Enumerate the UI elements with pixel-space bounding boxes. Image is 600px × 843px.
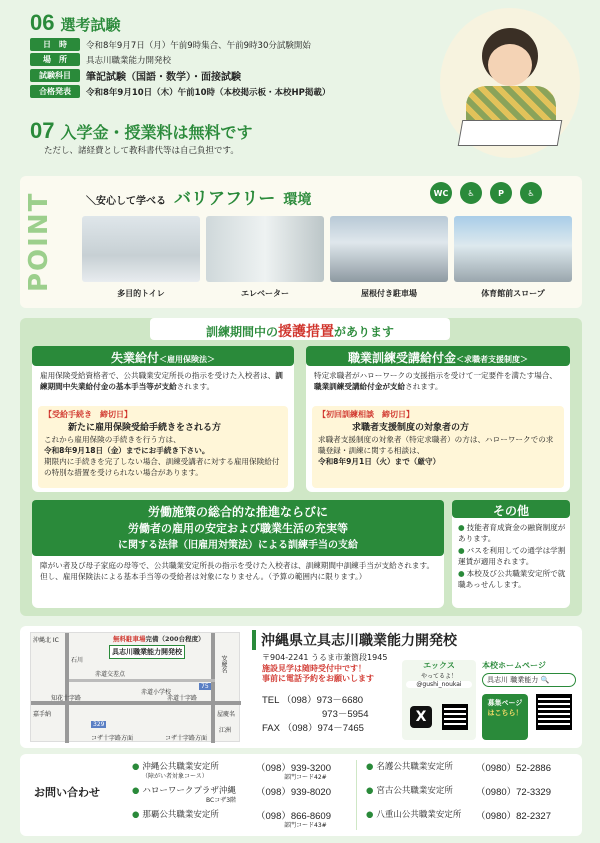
map-road bbox=[65, 633, 69, 743]
deadline-title: 新たに雇用保険受給手続きをされる方 bbox=[68, 423, 222, 433]
deadline-text bbox=[318, 434, 558, 467]
contacts-divider bbox=[356, 760, 357, 830]
point-lead: ＼安心して学べる bbox=[86, 196, 166, 207]
contact-code: 部門コード43# bbox=[284, 822, 327, 829]
route-badge: 75 bbox=[201, 683, 209, 690]
row-label: 試験科目 bbox=[30, 69, 80, 82]
card-header bbox=[32, 500, 444, 556]
contact-tel[interactable]: （0980）72-3329 bbox=[476, 787, 551, 798]
x-label: エックス bbox=[423, 661, 455, 670]
contacts-panel bbox=[20, 754, 582, 836]
row-label: 合格発表 bbox=[30, 85, 80, 98]
row-value: 筆記試験（国語・数学）・面接試験 bbox=[86, 72, 241, 83]
x-account-box bbox=[402, 660, 476, 740]
section-number: 07 bbox=[30, 118, 55, 143]
point-title: バリアフリー bbox=[174, 189, 276, 209]
map-label: 知花十字路 bbox=[51, 695, 82, 702]
map-label: コザ十字路方面 bbox=[91, 735, 134, 742]
other-item: ● 技能者育成資金の融資制度があります。 bbox=[458, 522, 566, 545]
text-part: 特定求職者がハローワークの支援指示を受けて一定要件を満たす場合、 bbox=[314, 371, 557, 380]
training-allowance-law-card bbox=[32, 500, 444, 608]
card-title: 職業訓練受講給付金 bbox=[347, 351, 456, 365]
hp-search-text: 具志川 職業能力 bbox=[487, 676, 539, 684]
deadline-title: 求職者支援制度の対象者の方 bbox=[352, 423, 470, 433]
wheelchair-icon: ♿ bbox=[520, 182, 542, 204]
support-panel bbox=[20, 318, 582, 616]
section-title: 入学金・授業料は無料です bbox=[60, 123, 253, 142]
card-title: 失業給付 bbox=[110, 351, 159, 365]
visit-notice bbox=[262, 664, 374, 685]
card-title-sub: ＜雇用保険法＞ bbox=[159, 355, 215, 364]
contact-tel[interactable]: （098）939-3200 bbox=[256, 763, 331, 774]
tel-number: （098）973－6680 bbox=[281, 695, 364, 706]
map-label: 石川 bbox=[71, 657, 84, 664]
row-value: 具志川職業能力開発校 bbox=[86, 55, 172, 66]
banner-text: 訓練期間中の bbox=[205, 325, 278, 339]
law-line-1: 労働施策の総合的な推進ならびに bbox=[147, 505, 328, 519]
text-part: 期限内に手続きを完了しない場合、訓練受講者に対する雇用保険給付の特別な措置を受けられない場合があります。 bbox=[44, 457, 280, 477]
map-label: 安慶名 bbox=[220, 655, 227, 673]
card-text bbox=[40, 370, 288, 392]
access-map bbox=[30, 632, 240, 742]
card-deadline-box bbox=[38, 406, 288, 488]
tel-line[interactable] bbox=[262, 692, 363, 706]
contacts-title: お問い合わせ bbox=[34, 786, 100, 799]
fax-label: FAX bbox=[262, 723, 280, 734]
contact-tel[interactable]: （098）939-8020 bbox=[256, 787, 331, 798]
text-part: これから雇用保険の手続きを行う方は、 bbox=[44, 435, 181, 444]
section-note: ただし、諸経費として教科書代等は自己負担です。 bbox=[44, 146, 239, 156]
hp-label: 本校ホームページ bbox=[482, 661, 546, 670]
other-card bbox=[452, 500, 570, 608]
card-text bbox=[314, 370, 564, 392]
contact-tel[interactable]: （0980）82-2327 bbox=[476, 811, 551, 822]
school-name: 沖縄県立具志川職業能力開発校 bbox=[252, 630, 457, 650]
school-info-panel bbox=[20, 626, 582, 748]
other-item: ● 本校及び公共職業安定所で就職あっせんします。 bbox=[458, 568, 566, 591]
contact-code: 部門コード42# bbox=[284, 774, 327, 781]
map-label: 江洲 bbox=[219, 727, 232, 734]
map-label: 沖縄北 IC bbox=[33, 637, 59, 644]
photo-caption: 多目的トイレ bbox=[117, 289, 165, 298]
face-shape bbox=[488, 44, 532, 86]
recruit-label: 募集ページ bbox=[487, 699, 523, 707]
contact-item bbox=[132, 808, 219, 820]
tel-number-2[interactable]: 973－5954 bbox=[322, 709, 369, 720]
map-label: 赤道交差点 bbox=[95, 671, 126, 678]
text-part: されます。 bbox=[176, 382, 215, 391]
row-label: 日 時 bbox=[30, 38, 80, 51]
student-illustration bbox=[440, 8, 580, 158]
training-allowance-card bbox=[306, 346, 570, 492]
unemployment-card bbox=[32, 346, 294, 492]
deadline-text bbox=[44, 434, 284, 478]
parking-icon: P bbox=[490, 182, 512, 204]
map-label: 嘉手納 bbox=[33, 711, 52, 718]
other-item: ● バスを利用しての通学は学割運賃が適用されます。 bbox=[458, 545, 566, 568]
contact-note: BCコザ3階 bbox=[206, 797, 237, 804]
text-bold: 職業訓練受講給付金が支給 bbox=[314, 382, 406, 391]
point-side-label: POINT bbox=[24, 191, 54, 293]
hp-qr-code bbox=[536, 694, 572, 730]
card-title-sub: ＜求職者支援制度＞ bbox=[456, 355, 528, 364]
x-qr-code bbox=[442, 704, 468, 730]
photo-parking bbox=[330, 216, 448, 282]
contact-tel[interactable]: （0980）52-2886 bbox=[476, 763, 551, 774]
book-icon bbox=[458, 120, 563, 146]
deadline-date: 令和8年9月1日（火）まで（厳守） bbox=[318, 457, 441, 466]
x-logo-icon[interactable]: X bbox=[410, 706, 432, 728]
support-banner bbox=[150, 318, 450, 340]
recruit-page-button[interactable] bbox=[482, 694, 528, 740]
photo-slope bbox=[454, 216, 572, 282]
deadline-label: 【初回訓練相談 締切日】 bbox=[318, 410, 414, 419]
contact-name: 名護公共職業安定所 bbox=[376, 762, 453, 772]
wc-icon: WC bbox=[430, 182, 452, 204]
deadline-date: 令和8年9月18日（金）までにお手続き下さい。 bbox=[44, 446, 210, 455]
fax-number: （098）974－7465 bbox=[282, 723, 364, 734]
map-school-label: 具志川職業能力開発校 bbox=[109, 645, 185, 659]
contact-name: 八重山公共職業安定所 bbox=[376, 810, 462, 820]
route-badge: 329 bbox=[93, 721, 105, 728]
photo-elevator bbox=[206, 216, 324, 282]
section-06 bbox=[30, 10, 430, 100]
recruit-sub: はこちら！ bbox=[487, 709, 523, 717]
section-number: 06 bbox=[30, 10, 55, 35]
banner-text: があります bbox=[334, 325, 395, 339]
section-title: 選考試験 bbox=[60, 16, 121, 34]
map-road bbox=[69, 679, 215, 682]
law-line-3: に関する法律（旧雇用対策法）による訓練手当の支給 bbox=[118, 540, 358, 551]
contact-item bbox=[366, 760, 453, 772]
contact-note: （障がい者対象コース） bbox=[142, 773, 208, 780]
contact-tel[interactable]: （098）866-8609 bbox=[256, 811, 331, 822]
photo-caption: エレベーター bbox=[241, 289, 289, 298]
row-label: 場 所 bbox=[30, 53, 80, 66]
accessible-toilet-icon: ♿ bbox=[460, 182, 482, 204]
homepage-box bbox=[482, 660, 576, 717]
parking-sub: 完備（200台程度） bbox=[145, 635, 205, 643]
map-label: 赤道小学校 bbox=[141, 689, 172, 696]
contact-name: ハローワークプラザ沖縄 bbox=[142, 786, 236, 796]
contact-name: 宮古公共職業安定所 bbox=[376, 786, 453, 796]
x-handle[interactable]: @gushi_noukai bbox=[406, 681, 472, 688]
visit-line: 施設見学は随時受付中です！ bbox=[262, 664, 366, 673]
map-label: 屋慶名 bbox=[217, 711, 236, 718]
card-header bbox=[306, 346, 570, 366]
contact-name: 那覇公共職業安定所 bbox=[142, 810, 219, 820]
row-value: 令和8年9月7日（月）午前9時集合、午前9時30分試験開始 bbox=[86, 40, 311, 51]
tel-label: TEL bbox=[262, 695, 280, 706]
card-header bbox=[32, 346, 294, 366]
search-icon: 🔍 bbox=[540, 676, 550, 684]
row-value: 令和8年9月10日（木）午前10時（本校掲示板・本校HP掲載） bbox=[86, 87, 331, 98]
point-title-2: 環境 bbox=[283, 192, 312, 208]
map-label: コザ十字路方面 bbox=[165, 735, 208, 742]
parking-label: 無料駐車場 bbox=[113, 635, 146, 643]
map-label: 赤道十字路 bbox=[167, 695, 198, 702]
banner-highlight: 援護措置 bbox=[278, 324, 334, 340]
x-sub: やってるよ！ bbox=[420, 673, 457, 680]
law-line-2: 労働者の雇用の安定および職業生活の充実等 bbox=[128, 522, 348, 535]
section-07 bbox=[30, 118, 450, 156]
text-bold: 訓練期間中失業給付金の基本手当等が支給 bbox=[40, 371, 283, 391]
other-title: その他 bbox=[452, 500, 570, 518]
contact-item bbox=[366, 784, 453, 796]
fax-line bbox=[262, 720, 364, 734]
photo-caption: 屋根付き駐車場 bbox=[361, 289, 417, 298]
barrier-free-panel bbox=[20, 176, 582, 308]
hp-search-box[interactable] bbox=[482, 673, 576, 687]
text-part: 雇用保険受給資格者で、公共職業安定所長の指示を受けた入校者は、 bbox=[40, 371, 276, 380]
photo-caption: 体育館前スロープ bbox=[481, 289, 545, 298]
contact-name: 沖縄公共職業安定所 bbox=[142, 762, 219, 772]
text-part: 求職者支援制度の対象者（特定求職者）の方は、ハローワークでの求職登録・訓練に関する相談は、 bbox=[318, 435, 554, 455]
deadline-label: 【受給手続き 締切日】 bbox=[44, 410, 132, 419]
text-part: されます。 bbox=[405, 382, 443, 391]
school-address: 〒904-2241 うるま市兼箇段1945 bbox=[262, 653, 388, 662]
law-text: 障がい者及び母子家庭の母等で、公共職業安定所長の指示を受けた入校者は、訓練期間中訓練手当が支給されます。但し、雇用保険法による基本手当等の受給者は対象になりません。（予算の範囲内に限ります。） bbox=[40, 561, 435, 581]
photo-toilet bbox=[82, 216, 200, 282]
map-parking bbox=[113, 634, 205, 643]
contact-item bbox=[366, 808, 461, 820]
card-deadline-box bbox=[312, 406, 564, 488]
visit-line: 事前に電話予約をお願いします bbox=[262, 674, 374, 684]
map-road bbox=[211, 633, 215, 743]
